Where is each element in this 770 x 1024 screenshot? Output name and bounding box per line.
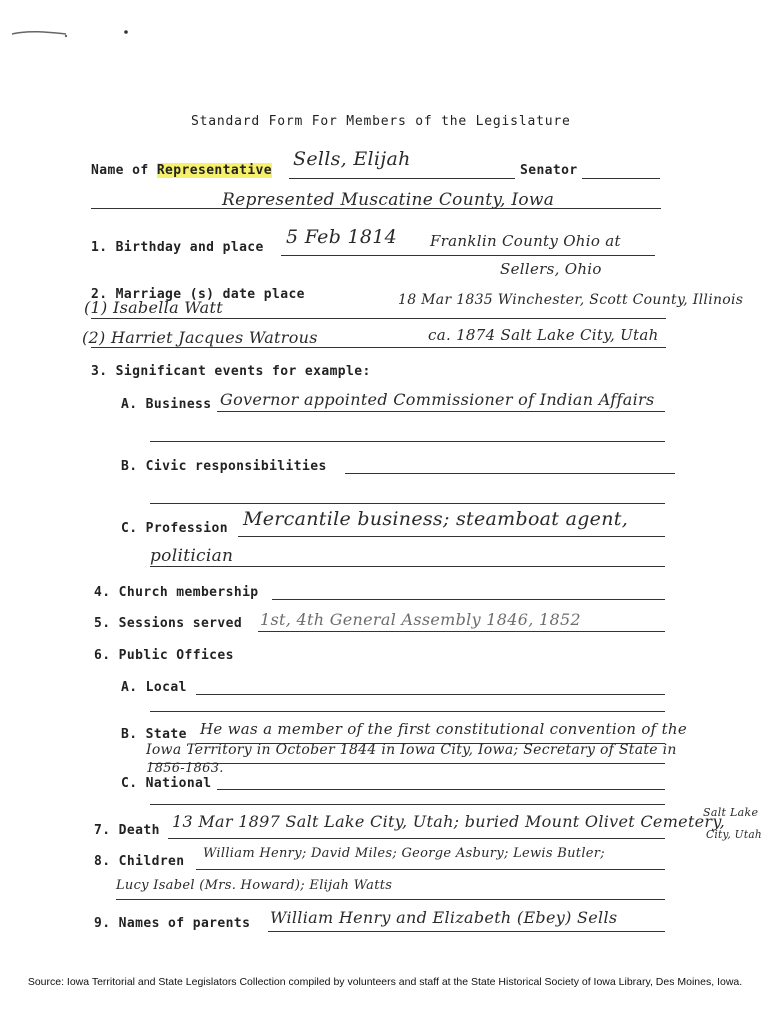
marriage2-date-place: ca. 1874 Salt Lake City, Utah	[428, 326, 659, 344]
represented-line	[91, 208, 661, 209]
death-label: 7. Death	[94, 823, 160, 838]
marriage1-line	[91, 318, 666, 319]
source-caption: Source: Iowa Territorial and State Legislators Collection compiled by volunteers and staff at the State Historical Society of Iowa Library, Des Moines, Iowa.	[27, 976, 743, 988]
marriage2-line	[91, 347, 666, 348]
business-value: Governor appointed Commissioner of Indian Affairs	[220, 390, 655, 409]
children-value: William Henry; David Miles; George Asbury; Lewis Butler;	[203, 846, 605, 861]
marriage-label: 2. Marriage (s) date place	[91, 287, 305, 302]
death-place-note: Salt Lake	[703, 806, 759, 819]
name-line	[289, 178, 515, 179]
senator-line	[582, 178, 660, 179]
civic-line	[345, 473, 675, 474]
sessions-label: 5. Sessions served	[94, 616, 243, 631]
parents-line	[268, 931, 665, 932]
birth-place-town: Sellers, Ohio	[500, 260, 602, 278]
representative-highlight: Representative	[156, 163, 273, 178]
church-line	[272, 599, 665, 600]
sessions-line	[258, 631, 665, 632]
represented-county: Represented Muscatine County, Iowa	[222, 190, 555, 210]
events-label: 3. Significant events for example:	[91, 364, 371, 379]
state-value-2: Iowa Territory in October 1844 in Iowa City, Iowa; Secretary of State in	[146, 742, 677, 758]
local-line	[196, 694, 665, 695]
public-offices-label: 6. Public Offices	[94, 648, 234, 663]
children-line-2	[116, 899, 665, 900]
business-line	[217, 411, 665, 412]
civic-label: B. Civic responsibilities	[121, 459, 327, 474]
sessions-value: 1st, 4th General Assembly 1846, 1852	[260, 610, 581, 629]
senator-label: Senator	[520, 163, 578, 178]
name-label-prefix: Name of	[91, 163, 149, 178]
marriage2-spouse: (2) Harriet Jacques Watrous	[82, 328, 318, 347]
profession-label: C. Profession	[121, 521, 228, 536]
business-line-2	[150, 441, 665, 442]
children-label: 8. Children	[94, 854, 185, 869]
national-line	[217, 789, 665, 790]
marriage1-spouse: (1) Isabella Watt	[84, 298, 223, 317]
national-line-2	[150, 804, 665, 805]
profession-value: Mercantile business; steamboat agent,	[243, 508, 629, 530]
national-label: C. National	[121, 776, 212, 791]
profession-value-2: politician	[150, 546, 234, 566]
business-label: A. Business	[121, 397, 212, 412]
children-line	[196, 869, 665, 870]
birth-place: Franklin County Ohio at	[430, 232, 621, 250]
form-title: Standard Form For Members of the Legislature	[191, 114, 571, 129]
church-label: 4. Church membership	[94, 585, 259, 600]
scan-mark	[8, 22, 128, 44]
legislator-name: Sells, Elijah	[293, 148, 411, 170]
parents-label: 9. Names of parents	[94, 916, 251, 931]
death-value: 13 Mar 1897 Salt Lake City, Utah; buried Mount Olivet Cemetery,	[172, 812, 725, 831]
parents-value: William Henry and Elizabeth (Ebey) Sells	[270, 908, 618, 927]
death-line	[168, 838, 665, 839]
local-line-2	[150, 711, 665, 712]
birthday-label: 1. Birthday and place	[91, 240, 264, 255]
state-value: He was a member of the first constitutional convention of the	[200, 720, 688, 738]
state-value-3: 1856-1863.	[146, 761, 224, 776]
marriage1-date-place: 18 Mar 1835 Winchester, Scott County, Illinois	[398, 292, 744, 308]
name-label	[91, 163, 272, 178]
local-label: A. Local	[121, 680, 187, 695]
state-line-2	[150, 763, 665, 764]
profession-line	[238, 536, 665, 537]
profession-line-2	[150, 566, 665, 567]
civic-line-2	[150, 503, 665, 504]
birthday-line	[281, 255, 655, 256]
children-value-2: Lucy Isabel (Mrs. Howard); Elijah Watts	[116, 878, 393, 893]
birth-date: 5 Feb 1814	[286, 226, 398, 248]
death-place-note-2: City, Utah	[706, 828, 762, 841]
state-label: B. State	[121, 727, 187, 742]
